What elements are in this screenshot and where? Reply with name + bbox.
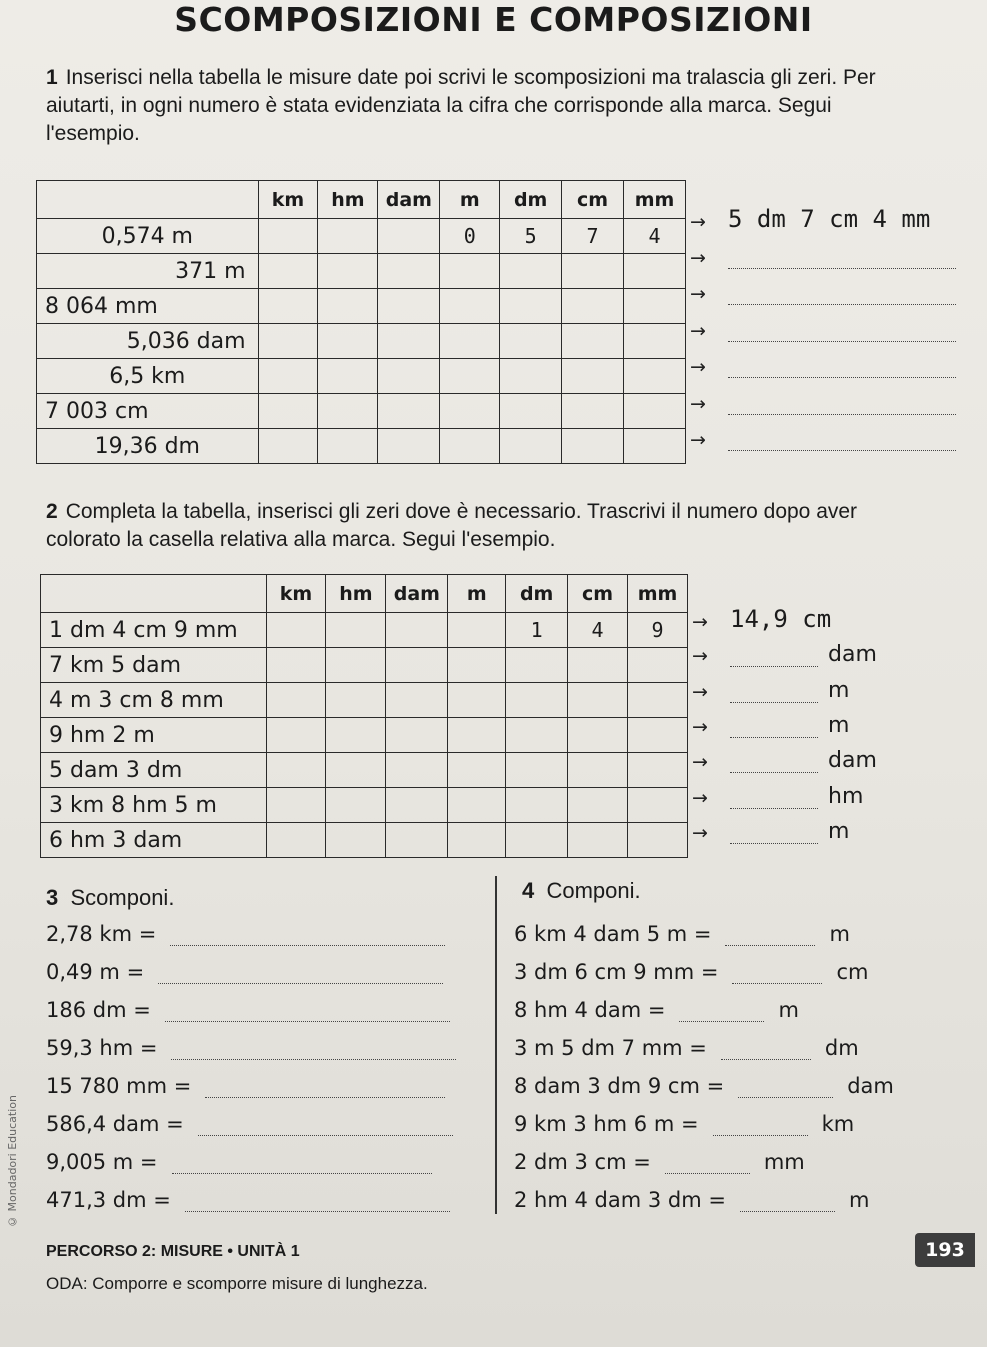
ex2-cell[interactable]: [568, 683, 628, 718]
ex3-item: [46, 998, 450, 1022]
ex4-item: [514, 922, 850, 946]
ex2-cell[interactable]: [628, 648, 688, 683]
ex2-unit: m: [828, 819, 850, 844]
ex2-row-label: 1 dm 4 cm 9 mm: [41, 613, 267, 648]
ex4-item: [514, 1036, 859, 1060]
ex2-answer-line[interactable]: [730, 682, 818, 703]
arrow-icon: →: [690, 247, 706, 269]
ex4-heading-text: Componi.: [546, 878, 641, 903]
ex1-cell[interactable]: [562, 289, 624, 324]
ex1-instruction: [46, 64, 906, 148]
ex1-cell[interactable]: 5: [500, 219, 562, 254]
page-number: 193: [915, 1233, 975, 1267]
ex2-cell[interactable]: [266, 613, 326, 648]
ex4-answer-line[interactable]: [679, 1001, 764, 1022]
ex3-expression: 0,49 m =: [46, 960, 145, 984]
ex2-table: [40, 574, 688, 858]
ex2-answer-line[interactable]: [730, 823, 818, 844]
ex4-unit: m: [848, 1188, 870, 1212]
ex1-cell[interactable]: [258, 289, 318, 324]
ex1-cell[interactable]: [318, 289, 378, 324]
ex1-header-mm: mm: [624, 181, 686, 219]
ex1-cell[interactable]: [562, 359, 624, 394]
ex2-cell[interactable]: [506, 648, 568, 683]
ex3-expression: 471,3 dm =: [46, 1188, 171, 1212]
ex2-cell[interactable]: [506, 683, 568, 718]
ex1-cell[interactable]: [440, 359, 500, 394]
ex3-expression: 15 780 mm =: [46, 1074, 192, 1098]
ex1-cell[interactable]: [624, 254, 686, 289]
ex2-row: [41, 648, 688, 683]
ex2-unit: hm: [828, 784, 864, 809]
ex1-cell[interactable]: [440, 429, 500, 464]
ex2-unit: dam: [828, 642, 877, 667]
ex2-cell[interactable]: [326, 718, 386, 753]
ex2-row: [41, 718, 688, 753]
ex2-answer-row: [692, 642, 877, 667]
ex1-row: [37, 394, 686, 429]
ex1-row: [37, 254, 686, 289]
ex3-heading-text: Scomponi.: [70, 885, 175, 910]
ex2-cell[interactable]: [568, 788, 628, 823]
ex4-number: 4: [522, 878, 535, 903]
ex2-row-label: 5 dam 3 dm: [41, 753, 267, 788]
arrow-icon: →: [692, 645, 708, 667]
ex1-cell[interactable]: 7: [562, 219, 624, 254]
ex1-cell[interactable]: [624, 359, 686, 394]
ex2-cell[interactable]: [628, 683, 688, 718]
ex2-answer-row: [692, 678, 849, 703]
ex1-header-m: m: [440, 181, 500, 219]
ex2-answer-row: [692, 605, 831, 633]
ex1-cell[interactable]: [562, 394, 624, 429]
ex2-header-dm: dm: [506, 575, 568, 613]
ex2-answer-line[interactable]: [730, 788, 818, 809]
ex2-answer-row: [692, 748, 877, 773]
ex3-expression: 186 dm =: [46, 998, 151, 1022]
ex1-header-dam: dam: [378, 181, 440, 219]
ex1-answer-row: [690, 393, 956, 415]
arrow-icon: →: [690, 211, 706, 233]
ex1-cell[interactable]: [378, 429, 440, 464]
ex2-unit: m: [828, 713, 850, 738]
ex3-answer-line[interactable]: [158, 963, 443, 984]
ex2-cell[interactable]: [628, 823, 688, 858]
ex1-cell[interactable]: [378, 254, 440, 289]
ex1-header-dm: dm: [500, 181, 562, 219]
ex2-header-mm: mm: [628, 575, 688, 613]
ex1-cell[interactable]: [318, 254, 378, 289]
ex3-answer-line[interactable]: [198, 1115, 453, 1136]
ex2-header-hm: hm: [326, 575, 386, 613]
arrow-icon: →: [690, 320, 706, 342]
ex1-cell[interactable]: [562, 429, 624, 464]
ex3-item: [46, 1112, 453, 1136]
ex1-cell[interactable]: [318, 324, 378, 359]
ex1-cell[interactable]: [378, 324, 440, 359]
ex2-cell[interactable]: [448, 823, 506, 858]
ex2-cell[interactable]: [568, 718, 628, 753]
ex1-cell[interactable]: [562, 324, 624, 359]
ex4-answer-line[interactable]: [665, 1153, 750, 1174]
ex1-row-label: 5,036 dam: [37, 324, 259, 359]
ex1-cell[interactable]: [624, 394, 686, 429]
arrow-icon: →: [690, 356, 706, 378]
ex2-answer: 14,9 cm: [730, 605, 832, 633]
ex2-cell[interactable]: [266, 718, 326, 753]
ex4-item: [514, 998, 799, 1022]
ex1-cell[interactable]: [378, 219, 440, 254]
ex2-row: [41, 788, 688, 823]
ex1-header-hm: hm: [318, 181, 378, 219]
ex1-cell[interactable]: [500, 254, 562, 289]
ex4-unit: mm: [763, 1150, 805, 1174]
ex1-row-label: 7 003 cm: [37, 394, 259, 429]
ex1-cell[interactable]: [440, 324, 500, 359]
ex2-cell[interactable]: [448, 718, 506, 753]
ex2-cell[interactable]: [326, 648, 386, 683]
ex1-cell[interactable]: [258, 254, 318, 289]
ex3-item: [46, 960, 443, 984]
ex2-cell[interactable]: [386, 753, 448, 788]
ex2-cell[interactable]: [448, 683, 506, 718]
ex2-cell[interactable]: [266, 683, 326, 718]
ex1-cell[interactable]: [562, 254, 624, 289]
ex2-cell[interactable]: [628, 718, 688, 753]
ex3-item: [46, 1188, 450, 1212]
ex2-cell[interactable]: [448, 788, 506, 823]
ex2-cell[interactable]: [386, 683, 448, 718]
footer-oda: ODA: Comporre e scomporre misure di lunghezza.: [46, 1274, 428, 1293]
ex1-answer-row: [690, 283, 956, 305]
ex2-row-label: 4 m 3 cm 8 mm: [41, 683, 267, 718]
ex1-header-cm: cm: [562, 181, 624, 219]
ex4-expression: 2 dm 3 cm =: [514, 1150, 651, 1174]
ex2-corner: [41, 575, 267, 613]
ex4-expression: 3 dm 6 cm 9 mm =: [514, 960, 719, 984]
ex1-cell[interactable]: [258, 219, 318, 254]
ex2-row-label: 7 km 5 dam: [41, 648, 267, 683]
ex2-cell[interactable]: 9: [628, 613, 688, 648]
arrow-icon: →: [692, 751, 708, 773]
ex2-cell[interactable]: [628, 788, 688, 823]
ex1-cell[interactable]: [500, 429, 562, 464]
ex3-item: [46, 922, 445, 946]
ex2-instruction: [46, 498, 906, 554]
ex3-expression: 586,4 dam =: [46, 1112, 184, 1136]
ex1-row-label: 8 064 mm: [37, 289, 259, 324]
ex2-cell[interactable]: [266, 823, 326, 858]
ex1-cell[interactable]: [440, 254, 500, 289]
ex4-answer-line[interactable]: [721, 1039, 811, 1060]
ex2-answer-row: [692, 713, 849, 738]
ex2-row: [41, 753, 688, 788]
ex1-answer-line[interactable]: [728, 321, 956, 342]
ex3-answer-line[interactable]: [205, 1077, 445, 1098]
ex4-unit: m: [778, 998, 799, 1022]
ex1-cell[interactable]: [318, 359, 378, 394]
ex1-answer-line[interactable]: [728, 394, 956, 415]
ex4-expression: 8 hm 4 dam =: [514, 998, 666, 1022]
ex3-answer-line[interactable]: [165, 1001, 450, 1022]
ex1-row-label: 371 m: [37, 254, 259, 289]
ex2-answer-line[interactable]: [730, 752, 818, 773]
ex1-row-label: 6,5 km: [37, 359, 259, 394]
arrow-icon: →: [690, 283, 706, 305]
ex4-unit: dam: [847, 1074, 894, 1098]
ex2-cell[interactable]: [448, 613, 506, 648]
ex3-expression: 9,005 m =: [46, 1150, 158, 1174]
ex2-cell[interactable]: [386, 613, 448, 648]
ex1-cell[interactable]: [440, 289, 500, 324]
ex4-expression: 3 m 5 dm 7 mm =: [514, 1036, 707, 1060]
ex2-row-label: 6 hm 3 dam: [41, 823, 267, 858]
ex1-answer-line[interactable]: [728, 248, 956, 269]
ex1-answer-line[interactable]: [728, 284, 956, 305]
ex2-cell[interactable]: [506, 788, 568, 823]
ex4-answer-line[interactable]: [713, 1115, 808, 1136]
ex2-cell[interactable]: [266, 788, 326, 823]
arrow-icon: →: [692, 681, 708, 703]
ex1-number: 1: [46, 66, 58, 89]
ex2-cell[interactable]: [386, 648, 448, 683]
ex1-header-km: km: [258, 181, 318, 219]
ex3-answer-line[interactable]: [185, 1191, 450, 1212]
ex2-cell[interactable]: [568, 648, 628, 683]
ex1-answer-row: [690, 205, 930, 233]
ex1-cell[interactable]: [258, 429, 318, 464]
ex1-answer-line[interactable]: [728, 430, 956, 451]
ex2-unit: m: [828, 678, 850, 703]
arrow-icon: →: [692, 822, 708, 844]
ex2-header-dam: dam: [386, 575, 448, 613]
arrow-icon: →: [690, 429, 706, 451]
ex4-expression: 8 dam 3 dm 9 cm =: [514, 1074, 725, 1098]
ex1-answer-row: [690, 356, 956, 378]
ex2-header-km: km: [266, 575, 326, 613]
ex2-cell[interactable]: [326, 613, 386, 648]
ex4-unit: km: [821, 1112, 855, 1136]
ex1-cell[interactable]: [258, 324, 318, 359]
page-title: SCOMPOSIZIONI E COMPOSIZIONI: [174, 0, 813, 39]
ex2-cell[interactable]: [386, 823, 448, 858]
ex2-cell[interactable]: [386, 788, 448, 823]
ex1-answer-row: [690, 247, 956, 269]
ex4-answer-line[interactable]: [732, 963, 822, 984]
ex2-cell[interactable]: [568, 823, 628, 858]
ex2-cell[interactable]: [326, 823, 386, 858]
ex4-heading: [522, 878, 641, 904]
column-divider: [495, 876, 497, 1214]
ex2-cell[interactable]: [386, 718, 448, 753]
ex2-cell[interactable]: [628, 753, 688, 788]
ex1-cell[interactable]: [624, 289, 686, 324]
ex2-cell[interactable]: [326, 788, 386, 823]
ex1-cell[interactable]: [318, 429, 378, 464]
ex4-expression: 6 km 4 dam 5 m =: [514, 922, 712, 946]
ex2-row: [41, 823, 688, 858]
ex1-cell[interactable]: [500, 394, 562, 429]
ex1-cell[interactable]: [258, 394, 318, 429]
arrow-icon: →: [692, 716, 708, 738]
ex2-row: [41, 613, 688, 648]
ex4-answer-line[interactable]: [738, 1077, 833, 1098]
ex2-cell[interactable]: [448, 648, 506, 683]
ex1-row: [37, 324, 686, 359]
ex2-cell[interactable]: 4: [568, 613, 628, 648]
ex3-item: [46, 1036, 456, 1060]
ex1-answer-row: [690, 320, 956, 342]
ex1-answer-row: [690, 429, 956, 451]
ex1-cell[interactable]: [258, 359, 318, 394]
ex4-unit: m: [829, 922, 850, 946]
ex4-item: [514, 1112, 854, 1136]
ex2-cell[interactable]: [326, 753, 386, 788]
ex1-cell[interactable]: 0: [440, 219, 500, 254]
ex2-answer-line[interactable]: [730, 717, 818, 738]
footer-section: PERCORSO 2: MISURE • UNITÀ 1: [46, 1243, 300, 1260]
ex2-cell[interactable]: 1: [506, 613, 568, 648]
ex2-cell[interactable]: [506, 753, 568, 788]
ex2-row: [41, 683, 688, 718]
ex1-table: [36, 180, 686, 464]
ex4-unit: dm: [824, 1036, 859, 1060]
ex2-header-cm: cm: [568, 575, 628, 613]
ex2-instruction-text: Completa la tabella, inserisci gli zeri dove è necessario. Trascrivi il numero dopo aver colorato la casella relativa alla marca. Segui l'esempio.: [46, 500, 858, 551]
ex3-answer-line[interactable]: [172, 1153, 432, 1174]
ex1-row-label: 19,36 dm: [37, 429, 259, 464]
ex1-cell[interactable]: [440, 394, 500, 429]
ex1-cell[interactable]: [378, 359, 440, 394]
ex2-row-label: 9 hm 2 m: [41, 718, 267, 753]
ex4-item: [514, 1150, 805, 1174]
ex2-cell[interactable]: [326, 683, 386, 718]
ex4-expression: 2 hm 4 dam 3 dm =: [514, 1188, 726, 1212]
ex3-answer-line[interactable]: [171, 1039, 456, 1060]
ex3-item: [46, 1074, 445, 1098]
ex1-cell[interactable]: [378, 289, 440, 324]
ex3-number: 3: [46, 885, 59, 910]
ex1-row-label: 0,574 m: [37, 219, 259, 254]
ex3-expression: 59,3 hm =: [46, 1036, 158, 1060]
ex4-item: [514, 1074, 894, 1098]
ex4-answer-line[interactable]: [725, 925, 815, 946]
ex2-cell[interactable]: [266, 648, 326, 683]
ex4-expression: 9 km 3 hm 6 m =: [514, 1112, 699, 1136]
ex1-cell[interactable]: [500, 289, 562, 324]
ex1-answer-line[interactable]: [728, 357, 956, 378]
arrow-icon: →: [692, 611, 708, 633]
ex2-cell[interactable]: [448, 753, 506, 788]
arrow-icon: →: [692, 787, 708, 809]
ex2-row-label: 3 km 8 hm 5 m: [41, 788, 267, 823]
ex1-row: [37, 219, 686, 254]
ex3-expression: 2,78 km =: [46, 922, 157, 946]
ex2-number: 2: [46, 500, 58, 523]
ex1-cell[interactable]: [500, 324, 562, 359]
ex3-item: [46, 1150, 432, 1174]
ex2-answer-line[interactable]: [730, 646, 818, 667]
arrow-icon: →: [690, 393, 706, 415]
ex4-item: [514, 1188, 869, 1212]
ex4-unit: cm: [836, 960, 869, 984]
publisher-credit: © Mondadori Education: [6, 1095, 19, 1228]
ex1-row: [37, 289, 686, 324]
ex2-answer-row: [692, 784, 863, 809]
ex2-cell[interactable]: [506, 718, 568, 753]
ex1-cell[interactable]: [318, 394, 378, 429]
ex2-cell[interactable]: [266, 753, 326, 788]
ex1-cell[interactable]: [624, 324, 686, 359]
ex2-cell[interactable]: [568, 753, 628, 788]
ex1-cell[interactable]: 4: [624, 219, 686, 254]
ex3-answer-line[interactable]: [170, 925, 445, 946]
ex2-header-m: m: [448, 575, 506, 613]
ex2-answer-row: [692, 819, 849, 844]
ex1-cell[interactable]: [318, 219, 378, 254]
ex3-heading: [46, 885, 174, 911]
ex4-item: [514, 960, 868, 984]
ex1-cell[interactable]: [500, 359, 562, 394]
ex1-instruction-text: Inserisci nella tabella le misure date poi scrivi le scomposizioni ma tralascia gli zeri. Per aiutarti, in ogni numero è stata evidenziata la cifra che corrisponde alla marca. Segui l'esempio.: [46, 66, 876, 145]
ex2-cell[interactable]: [506, 823, 568, 858]
ex2-unit: dam: [828, 748, 877, 773]
ex1-corner: [37, 181, 259, 219]
ex1-row: [37, 429, 686, 464]
ex4-answer-line[interactable]: [740, 1191, 835, 1212]
ex1-row: [37, 359, 686, 394]
ex1-answer: 5 dm 7 cm 4 mm: [728, 205, 931, 233]
ex1-cell[interactable]: [624, 429, 686, 464]
ex1-cell[interactable]: [378, 394, 440, 429]
